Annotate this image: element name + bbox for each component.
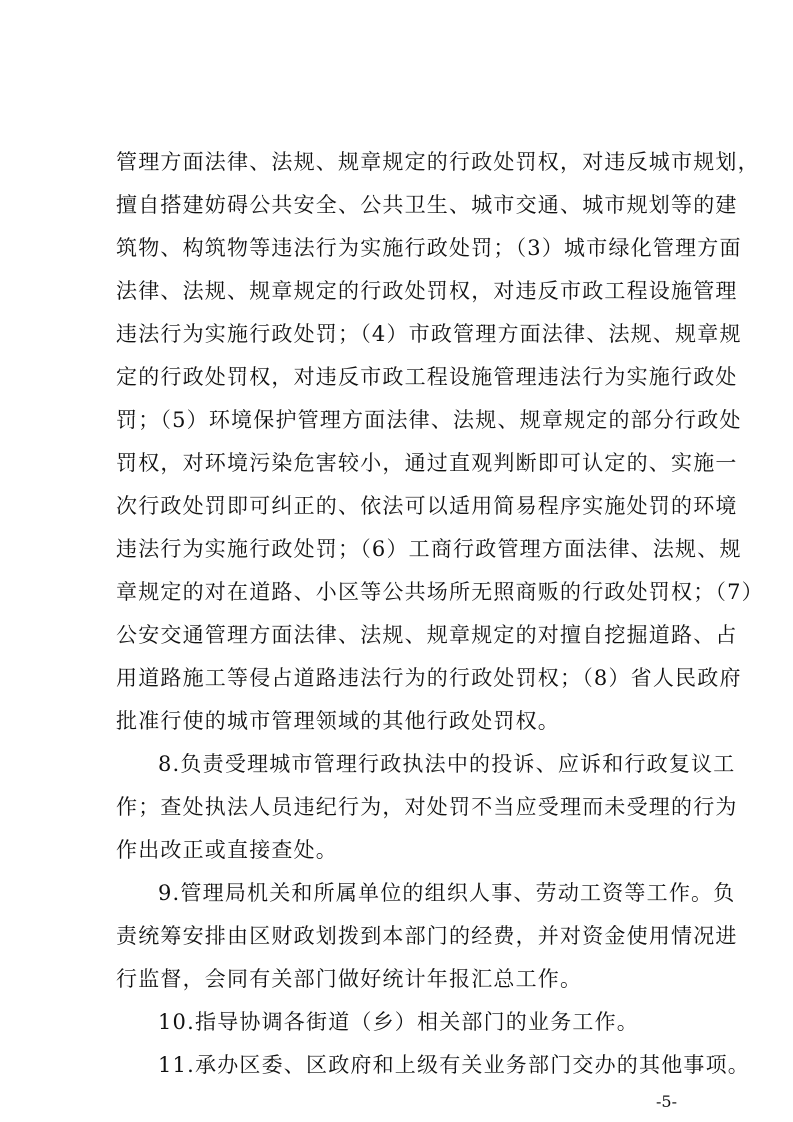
paragraph-line: 章规定的对在道路、小区等公共场所无照商贩的行政处罚权；（7） — [116, 580, 764, 604]
item-10-line: 10.指导协调各街道（乡）相关部门的业务工作。 — [158, 1010, 639, 1034]
paragraph-line: 责统筹安排由区财政划拨到本部门的经费，并对资金使用情况进 — [116, 924, 738, 948]
paragraph-line: 次行政处罚即可纠正的、依法可以适用简易程序实施处罚的环境 — [116, 494, 738, 518]
item-8-line: 8.负责受理城市管理行政执法中的投诉、应诉和行政复议工 — [158, 752, 736, 776]
item-9-line: 9.管理局机关和所属单位的组织人事、劳动工资等工作。负 — [158, 881, 736, 905]
paragraph-line: 定的行政处罚权，对违反市政工程设施管理违法行为实施行政处 — [116, 365, 738, 389]
paragraph-line: 管理方面法律、法规、规章规定的行政处罚权，对违反城市规划， — [116, 150, 760, 174]
page-number: -5- — [656, 1092, 677, 1111]
paragraph-line: 擅自搭建妨碍公共安全、公共卫生、城市交通、城市规划等的建 — [116, 193, 738, 217]
item-11-line: 11.承办区委、区政府和上级有关业务部门交办的其他事项。 — [158, 1053, 750, 1077]
paragraph-line: 违法行为实施行政处罚；（6）工商行政管理方面法律、法规、规 — [116, 537, 742, 561]
paragraph-line: 作出改正或直接查处。 — [116, 838, 338, 862]
paragraph-line: 用道路施工等侵占道路违法行为的行政处罚权；（8）省人民政府 — [116, 666, 742, 690]
paragraph-line: 法律、法规、规章规定的行政处罚权，对违反市政工程设施管理 — [116, 279, 738, 303]
paragraph-line: 违法行为实施行政处罚；（4）市政管理方面法律、法规、规章规 — [116, 322, 742, 346]
paragraph-line: 罚；（5）环境保护管理方面法律、法规、规章规定的部分行政处 — [116, 408, 742, 432]
paragraph-line: 行监督，会同有关部门做好统计年报汇总工作。 — [116, 967, 583, 991]
paragraph-line: 筑物、构筑物等违法行为实施行政处罚；（3）城市绿化管理方面 — [116, 236, 742, 260]
paragraph-line: 作；查处执法人员违纪行为，对处罚不当应受理而未受理的行为 — [116, 795, 738, 819]
paragraph-line: 罚权，对环境污染危害较小，通过直观判断即可认定的、实施一 — [116, 451, 738, 475]
paragraph-line: 批准行使的城市管理领域的其他行政处罚权。 — [116, 709, 560, 733]
paragraph-line: 公安交通管理方面法律、法规、规章规定的对擅自挖掘道路、占 — [116, 623, 738, 647]
